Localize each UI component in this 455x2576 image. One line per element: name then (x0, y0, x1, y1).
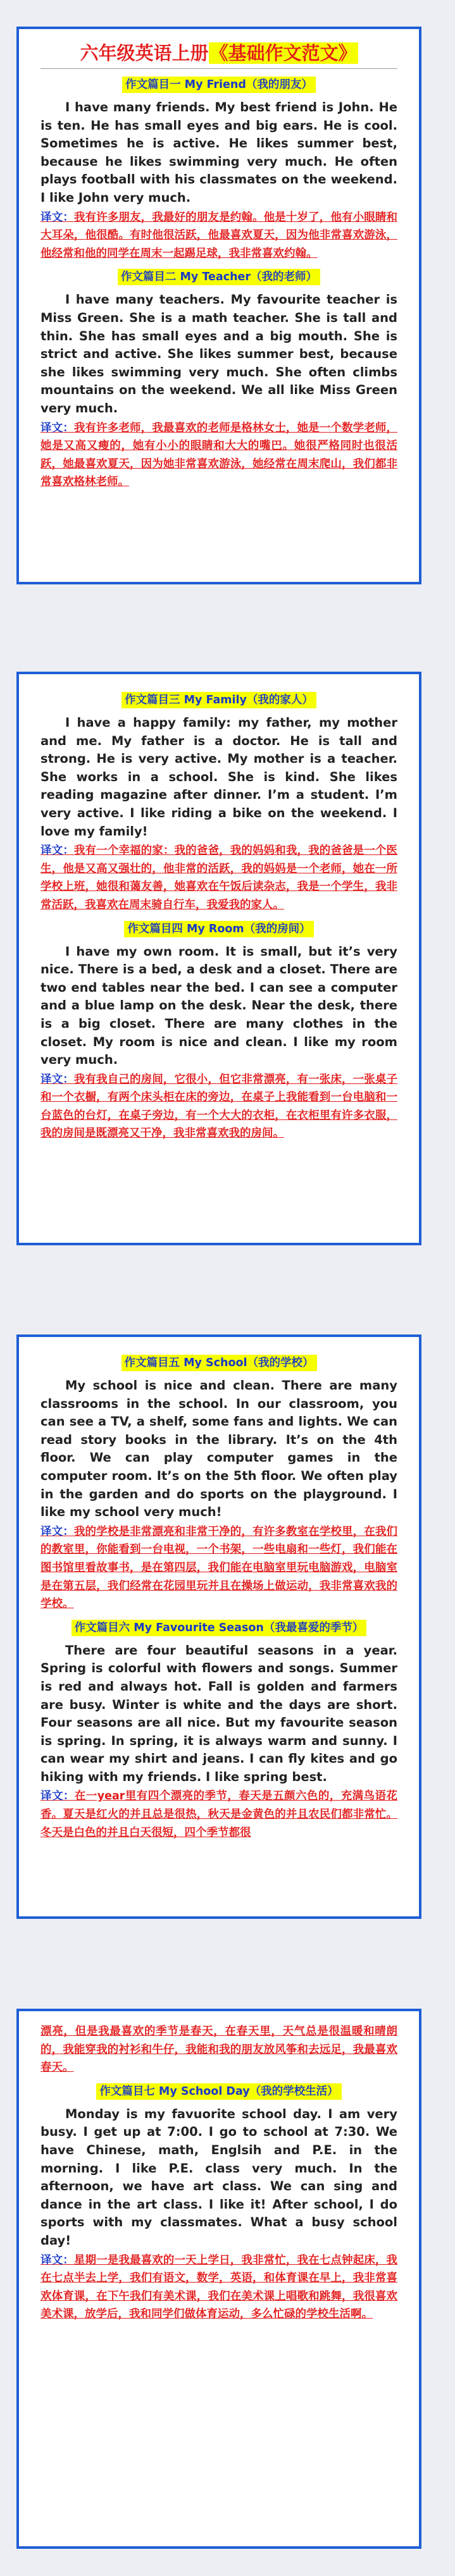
essay-translation-7: 译文：星期一是我最喜欢的一天上学日，我非常忙，我在七点钟起床，我在七点半去上学，我们有语文，数学，英语，和体育课在早上，我非常喜欢体育课，在下午我们有美术课，我们在美术课上唱歌和跳舞，我很喜欢美术课，放学后，我和同学们做体育运动，多么忙碌的学校生活啊。 (41, 2253, 398, 2321)
section-heading-6: 作文篇目六 My Favourite Season（我最喜爱的季节） (41, 1618, 397, 1638)
essay-translation-6-continued: 漂亮，但是我最喜欢的季节是春天，在春天里，天气总是很温暖和晴朗的，我能穿我的衬衫和牛仔，我能和我的朋友放风筝和去远足，我最喜欢春天。 (41, 2025, 397, 2074)
essay-translation-4: 译文：我有我自己的房间，它很小，但它非常漂亮，有一张床，一张桌子和一个衣橱，有两个床头柜在床的旁边，在桌子上我能看到一台电脑和一台蓝色的台灯，在桌子旁边，有一个大大的衣柜，在衣柜里有许多衣服，我的房间是既漂亮又干净，我非常喜欢我的房间。 (41, 1073, 398, 1140)
essay-english-2: I have many teachers. My favourite teacher is Miss Green. She is a math teacher. She is tall and thin. She has small eyes and a big mouth. She is strict and active. She likes summer best, because she likes swimming very much. She often climbs mountains on the weekend. We all like Miss Green very much. (41, 292, 397, 416)
essay-english-6: There are four beautiful seasons in a year. Spring is colorful with flowers and songs. Summer is red and always hot. Fall is golden and farmers are busy. Winter is white and the days are short. Four seasons are all nice. But my favourite season is spring. In spring, it is always warm and sunny. I can wear my shirt and jeans. I can fly kites and go hiking with my friends. I like spring best. (41, 1642, 397, 1784)
section-heading-1: 作文篇目一 My Friend（我的朋友） (41, 75, 397, 95)
translation-label: 译文： (41, 211, 74, 224)
section-heading-5: 作文篇目五 My School（我的学校） (41, 1353, 397, 1373)
translation-label: 译文： (41, 2253, 74, 2267)
card-2 (16, 672, 421, 1245)
essay-translation-2: 译文：我有许多老师，我最喜欢的老师是格林女士，她是一个数学老师，她是又高又瘦的，她有小小的眼睛和大大的嘴巴。她很严格同时也很活跃，她最喜欢夏天，因为她非常喜欢游泳，她经常在周末爬山，我们都非常喜欢格林老师。 (41, 421, 398, 489)
translation-label: 译文： (41, 421, 74, 434)
essay-english-4: I have my own room. It is small, but it’s very nice. There is a bed, a desk and a closet. There are two end tables near the bed. I can see a computer and a blue lamp on the desk. Near the desk, there is a big closet. There are many clothes in the closet. My room is nice and clean. I like my room very much. (41, 944, 397, 1068)
card-4 (16, 2009, 421, 2549)
essay-english-1: I have many friends. My best friend is John. He is ten. He has small eyes and big ears. He is cool. Sometimes he is active. He likes summer best, because he likes swimming very much. He often plays football with his classmates on the weekend. I like John very much. (41, 100, 397, 205)
essay-translation-5: 译文：我的学校是非常漂亮和非常干净的，有许多教室在学校里，在我们的教室里，你能看到一台电视，一个书架，一些电扇和一些灯，我们能在图书馆里看故事书，是在第四层，我们能在电脑室里玩电脑游戏，电脑室是在第五层，我们经常在花园里玩并且在操场上做运动，我非常喜欢我的学校。 (41, 1525, 398, 1611)
card-1 (16, 27, 421, 584)
essay-translation-6: 译文：在一year里有四个漂亮的季节，春天是五颜六色的，充满鸟语花香。夏天是红火的并且总是很热，秋天是金黄色的并且农民们都非常忙。冬天是白色的并且白天很短，四个季节都很 (41, 1790, 398, 1839)
essay-english-5: My school is nice and clean. There are many classrooms in the school. In our classroom, you can see a TV, a shelf, some fans and lights. We can read story books in the library. It’s on the 4th floor. We can play computer games in the computer room. It’s on the 5th floor. We often play in the garden and do sports on the playground. I like my school very much! (41, 1378, 397, 1520)
essay-translation-1: 译文：我有许多朋友，我最好的朋友是约翰。他是十岁了，他有小眼睛和大耳朵，他很酷。有时他很活跃，他最喜欢夏天，因为他非常喜欢游泳，他经常和他的同学在周末一起踢足球，我非常喜欢约翰。 (41, 211, 398, 260)
page-title-prefix: 六年级英语上册 (80, 42, 209, 64)
section-heading-2: 作文篇目二 My Teacher（我的老师） (41, 268, 397, 287)
page-title-highlight: 《基础作文范文》 (209, 42, 357, 64)
essay-translation-3: 译文：我有一个幸福的家：我的爸爸，我的妈妈和我，我的爸爸是一个医生，他是又高又强壮的，他非常的活跃，我的妈妈是一个老师，她在一所学校上班，她很和蔼友善，她喜欢在午饭后读杂志，我是一个学生，我非常活跃，我喜欢在周末骑自行车，我爱我的家人。 (41, 844, 398, 911)
translation-label: 译文： (41, 844, 74, 858)
section-heading-7: 作文篇目七 My School Day（我的学校生活） (41, 2082, 397, 2102)
translation-label: 译文： (41, 1525, 74, 1538)
title-divider (41, 68, 397, 69)
translation-label: 译文： (41, 1790, 75, 1803)
section-heading-3: 作文篇目三 My Family（我的家人） (41, 691, 397, 710)
section-heading-4: 作文篇目四 My Room（我的房间） (41, 920, 397, 939)
essay-english-3: I have a happy family: my father, my mother and me. My father is a doctor. He is tall and strong. He is very active. My mother is a teacher. She works in a school. She is kind. She likes reading magazine after dinner. I’m a student. I’m very active. I like riding a bike on the weekend. I love my family! (41, 715, 397, 839)
essay-english-7: Monday is my favuorite school day. I am very busy. I get up at 7:00. I go to school at 7:30. We have Chinese, math, Englsih and P.E. in the morning. I like P.E. class very much. In the afternoon, we have art class. We can sing and dance in the art class. I like it! After school, I do sports with my classmates. What a busy school day! (41, 2106, 397, 2248)
page-title (41, 40, 397, 66)
card-3 (16, 1334, 421, 1919)
translation-label: 译文： (41, 1073, 74, 1086)
